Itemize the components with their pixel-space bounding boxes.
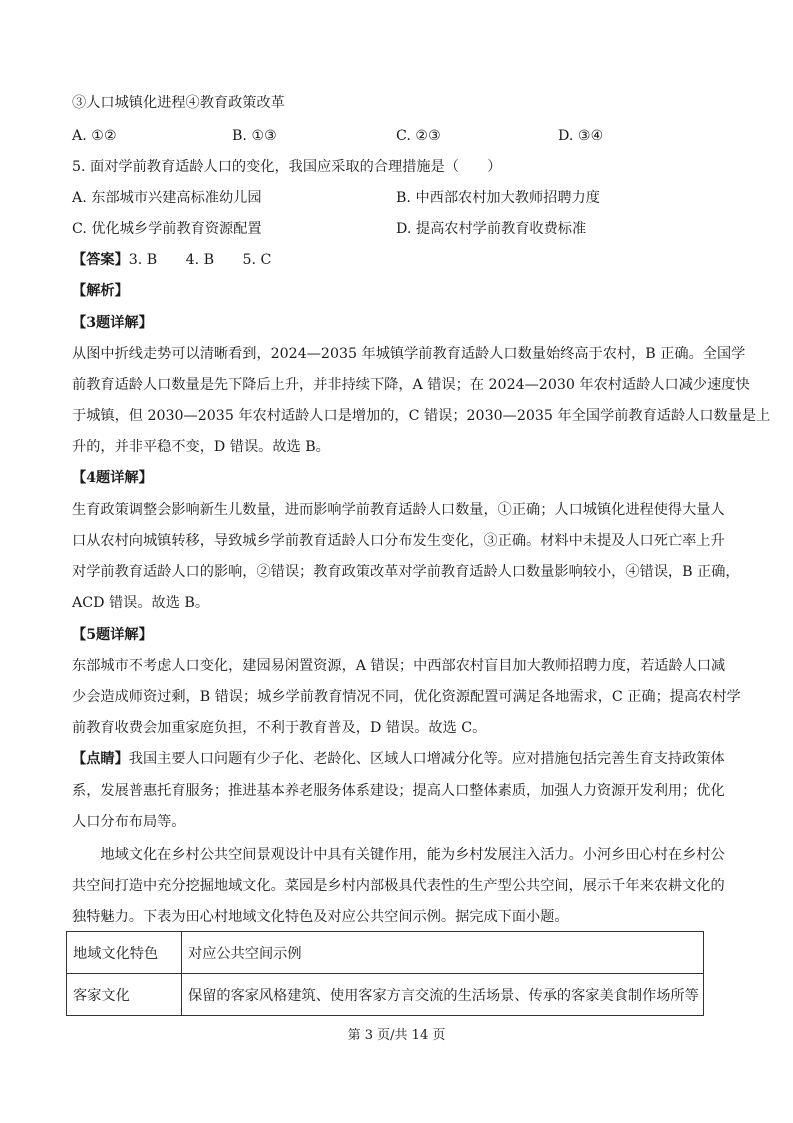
tip-line-1: [72, 749, 725, 769]
q3-line-1: 从图中折线走势可以清晰看到，2024—2035 年城镇学前教育适龄人口数量始终高于农村，B 正确。全国学: [72, 346, 746, 362]
tip-label: 【点睛】: [72, 751, 129, 767]
table-cell: 保留的客家风格建筑、使用客家方言交流的生活场景、传承的客家美食制作场所等: [182, 974, 704, 1016]
q4-line-2: 口从农村向城镇转移，导致城乡学前教育适龄人口分布发生变化，③正确。材料中未提及人口死亡率上升: [72, 533, 725, 549]
answer-text: 3. B 4. B 5. C: [128, 252, 272, 268]
q4-choice-c: C. ②③: [396, 128, 441, 144]
q4-line-1: 生育政策调整会影响新生儿数量，进而影响学前教育适龄人口数量，①正确；人口城镇化进程使得大量人: [72, 502, 725, 518]
tip-line-2: 系，发展普惠托育服务；推进基本养老服务体系建设；提高人口整体素质，加强人力资源开发利用；优化: [72, 783, 725, 799]
q5-choice-a: A. 东部城市兴建高标准幼儿园: [72, 190, 262, 206]
culture-table: [66, 931, 704, 1016]
material-line-3: 独特魅力。下表为田心村地域文化特色及对应公共空间示例。据完成下面小题。: [72, 909, 569, 925]
q4-choice-d: D. ③④: [558, 128, 604, 144]
q4-choice-a: A. ①②: [72, 128, 117, 144]
table-header-row: [67, 932, 704, 974]
q5-stem: 5. 面对学前教育适龄人口的变化，我国应采取的合理措施是（ ）: [72, 159, 502, 175]
q4-choice-b: B. ①③: [232, 128, 277, 144]
q5-choice-d: D. 提高农村学前教育收费标准: [396, 221, 587, 237]
tip-line-3: 人口分布布局等。: [72, 814, 186, 830]
q4-line-4: ACD 错误。故选 B。: [72, 595, 210, 611]
page-footer: 第 3 页/共 14 页: [347, 1028, 446, 1043]
answer-label: 【答案】: [72, 252, 129, 268]
q3-label: 【3题详解】: [72, 315, 153, 331]
q5-choice-b: B. 中西部农村加大教师招聘力度: [396, 190, 600, 206]
q5-line-1: 东部城市不考虑人口变化，建园易闲置资源，A 错误；中西部农村盲目加大教师招聘力度，若适龄人口减: [72, 658, 726, 674]
material-line-2: 共空间打造中充分挖掘地域文化。菜园是乡村内部极具代表性的生产型公共空间，展示千年来农耕文化的: [72, 878, 725, 894]
table-cell: 客家文化: [67, 974, 182, 1016]
material-line-1: 地域文化在乡村公共空间景观设计中具有关键作用，能为乡村发展注入活力。小河乡田心村在乡村公: [72, 847, 725, 863]
analysis-label: 【解析】: [72, 283, 129, 299]
table-header-cell: 对应公共空间示例: [182, 932, 704, 974]
table-header-cell: 地域文化特色: [67, 932, 182, 974]
answer-line: [72, 250, 722, 270]
table-row: [67, 974, 704, 1016]
q5-choice-c: C. 优化城乡学前教育资源配置: [72, 221, 262, 237]
q3-line-3: 于城镇，但 2030—2035 年农村适龄人口是增加的，C 错误；2030—2035 年全国学前教育适龄人口数量是上: [72, 408, 771, 424]
q3-line-4: 升的，并非平稳不变，D 错误。故选 B。: [72, 439, 330, 455]
q5-line-2: 少会造成师资过剩，B 错误；城乡学前教育情况不同，优化资源配置可满足各地需求，C 正确；提高农村学: [72, 689, 741, 705]
q4-label: 【4题详解】: [72, 470, 153, 486]
q3-line-2: 前教育适龄人口数量是先下降后上升，并非持续下降，A 错误；在 2024—2030 年农村适龄人口减少速度快: [72, 377, 750, 393]
q5-label: 【5题详解】: [72, 627, 153, 643]
q4-options-text: ③人口城镇化进程④教育政策改革: [72, 95, 285, 111]
tip-text-1: 我国主要人口问题有少子化、老龄化、区域人口增减分化等。应对措施包括完善生育支持政策体: [128, 751, 725, 767]
q4-line-3: 对学前教育适龄人口的影响，②错误；教育政策改革对学前教育适龄人口数量影响较小，④错误，B 正确，: [72, 564, 740, 580]
q5-line-3: 前教育收费会加重家庭负担，不利于教育普及，D 错误。故选 C。: [72, 720, 487, 736]
